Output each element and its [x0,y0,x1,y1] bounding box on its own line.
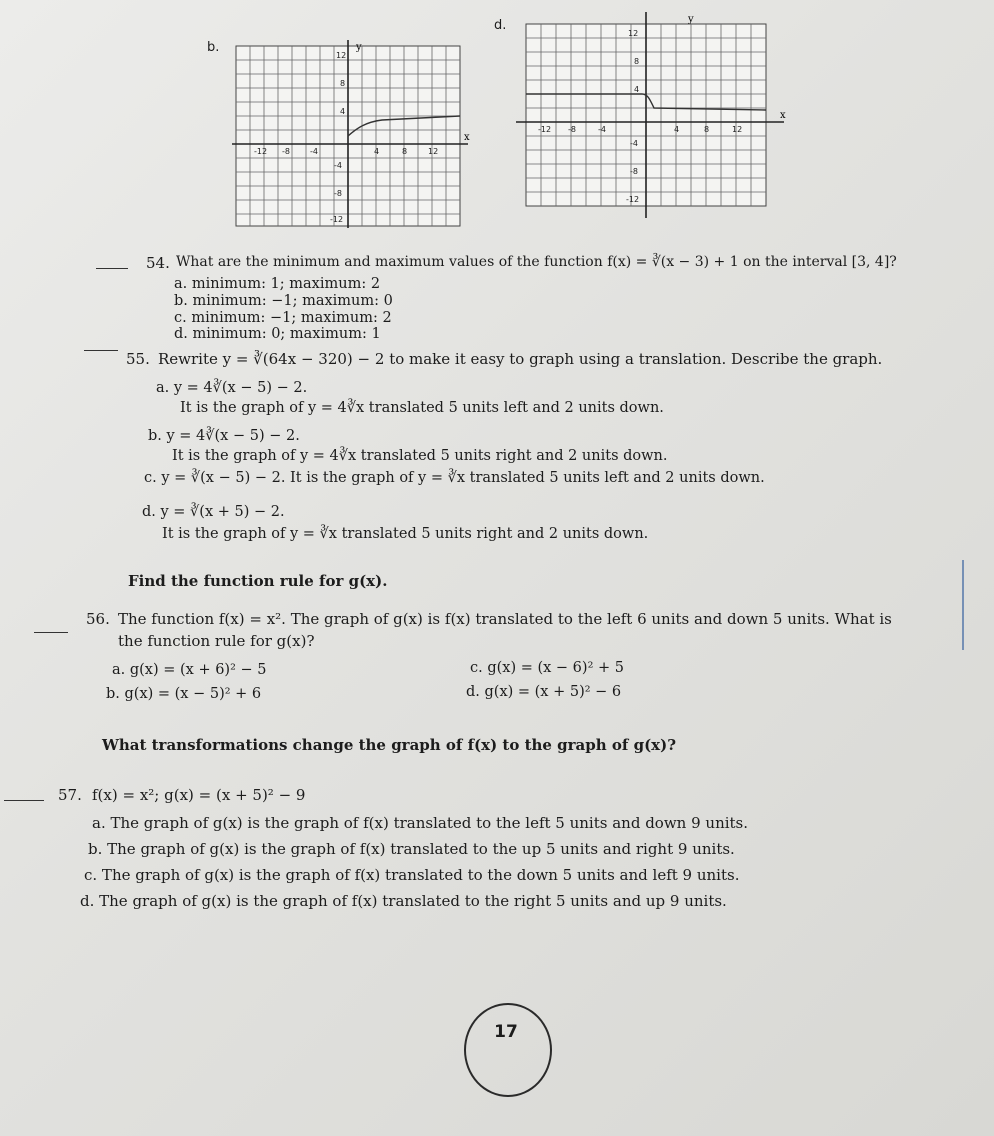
q55-option-b-description: It is the graph of y = 4∛x translated 5 units right and 2 units down. [172,448,668,464]
page-number-circle [464,1003,552,1097]
graph-b-tick: 12 [336,51,347,60]
q55-option-c[interactable]: c. y = ∛(x − 5) − 2. It is the graph of y = ∛x translated 5 units left and 2 units down. [144,470,765,486]
q57-option-c[interactable]: c. The graph of g(x) is the graph of f(x) translated to the down 5 units and left 9 units. [84,866,740,884]
q56-option-a[interactable]: a. g(x) = (x + 6)² − 5 [112,662,267,678]
q54-text: What are the minimum and maximum values of the function f(x) = ∛(x − 3) + 1 on the interval [3, 4]? [176,254,897,270]
graph-b-tick: 8 [340,79,346,88]
graph-b-tick: -8 [282,147,290,156]
graph-d-tick: -12 [626,195,640,204]
q55-option-b-equation[interactable]: b. y = 4∛(x − 5) − 2. [148,428,300,444]
graph-d-tick: -4 [598,125,606,134]
q56-option-d[interactable]: d. g(x) = (x + 5)² − 6 [466,684,622,700]
answer-blank-55[interactable] [84,350,118,351]
q55-text: Rewrite y = ∛(64x − 320) − 2 to make it easy to graph using a translation. Describe the graph. [158,350,883,368]
q55-option-a-description: It is the graph of y = 4∛x translated 5 units left and 2 units down. [180,400,664,416]
q57-text: f(x) = x²; g(x) = (x + 5)² − 9 [92,786,306,804]
graph-d-label: d. [494,18,507,33]
graph-b-y-label: y [356,42,362,53]
q57-option-b[interactable]: b. The graph of g(x) is the graph of f(x) translated to the up 5 units and right 9 units. [88,840,735,858]
answer-blank-56[interactable] [34,632,68,633]
section-heading-function-rule: Find the function rule for g(x). [128,572,388,590]
graph-b-tick: -12 [330,215,344,224]
graph-b-tick: -8 [334,189,342,198]
graph-b-tick: -4 [334,161,342,170]
graph-d-tick: 8 [704,125,710,134]
margin-mark [962,560,964,650]
q56-number: 56. [86,610,110,628]
graph-d-tick: 4 [634,85,640,94]
q56-text-line1: The function f(x) = x². The graph of g(x) is f(x) translated to the left 6 units and down 5 units. What is [118,610,892,628]
graph-b-label: b. [207,40,220,55]
q55-option-d-description: It is the graph of y = ∛x translated 5 units right and 2 units down. [162,526,649,542]
q55-number: 55. [126,350,150,368]
q55-option-d-equation[interactable]: d. y = ∛(x + 5) − 2. [142,504,285,520]
q54-option-a[interactable]: a. minimum: 1; maximum: 2 [174,276,381,292]
q54-number: 54. [146,254,170,272]
graph-b-tick: 4 [374,147,380,156]
q56-text-line2: the function rule for g(x)? [118,632,315,650]
section-heading-transformations: What transformations change the graph of f(x) to the graph of g(x)? [102,736,676,754]
answer-blank-57[interactable] [4,800,44,801]
graph-b [232,40,472,230]
graph-d-tick: 8 [634,57,640,66]
graph-b-tick: 12 [428,147,439,156]
graph-d-tick: -8 [568,125,576,134]
graph-d-tick: 12 [628,29,639,38]
q57-number: 57. [58,786,82,804]
answer-blank-54[interactable] [96,268,128,269]
graph-d-y-label: y [688,14,694,25]
graph-b-tick: 4 [340,107,346,116]
graph-d [512,10,792,222]
graph-b-tick: -4 [310,147,318,156]
q55-option-a-equation[interactable]: a. y = 4∛(x − 5) − 2. [156,380,308,396]
graph-b-tick: 8 [402,147,408,156]
q56-option-c[interactable]: c. g(x) = (x − 6)² + 5 [470,660,624,676]
q56-option-b[interactable]: b. g(x) = (x − 5)² + 6 [106,686,262,702]
q57-option-d[interactable]: d. The graph of g(x) is the graph of f(x) translated to the right 5 units and up 9 units. [80,892,727,910]
q54-option-c[interactable]: c. minimum: −1; maximum: 2 [174,310,392,326]
q54-option-b[interactable]: b. minimum: −1; maximum: 0 [174,293,393,309]
graph-b-x-label: x [464,132,470,143]
graph-d-x-label: x [780,110,786,121]
graph-b-tick: -12 [254,147,268,156]
q57-option-a[interactable]: a. The graph of g(x) is the graph of f(x) translated to the left 5 units and down 9 units. [92,814,749,832]
graph-d-tick: -8 [630,167,638,176]
graph-d-tick: 4 [674,125,680,134]
graph-d-tick: -12 [538,125,552,134]
q54-option-d[interactable]: d. minimum: 0; maximum: 1 [174,326,381,342]
page-number: 17 [494,1022,518,1042]
graph-d-tick: -4 [630,139,638,148]
graph-d-tick: 12 [732,125,743,134]
